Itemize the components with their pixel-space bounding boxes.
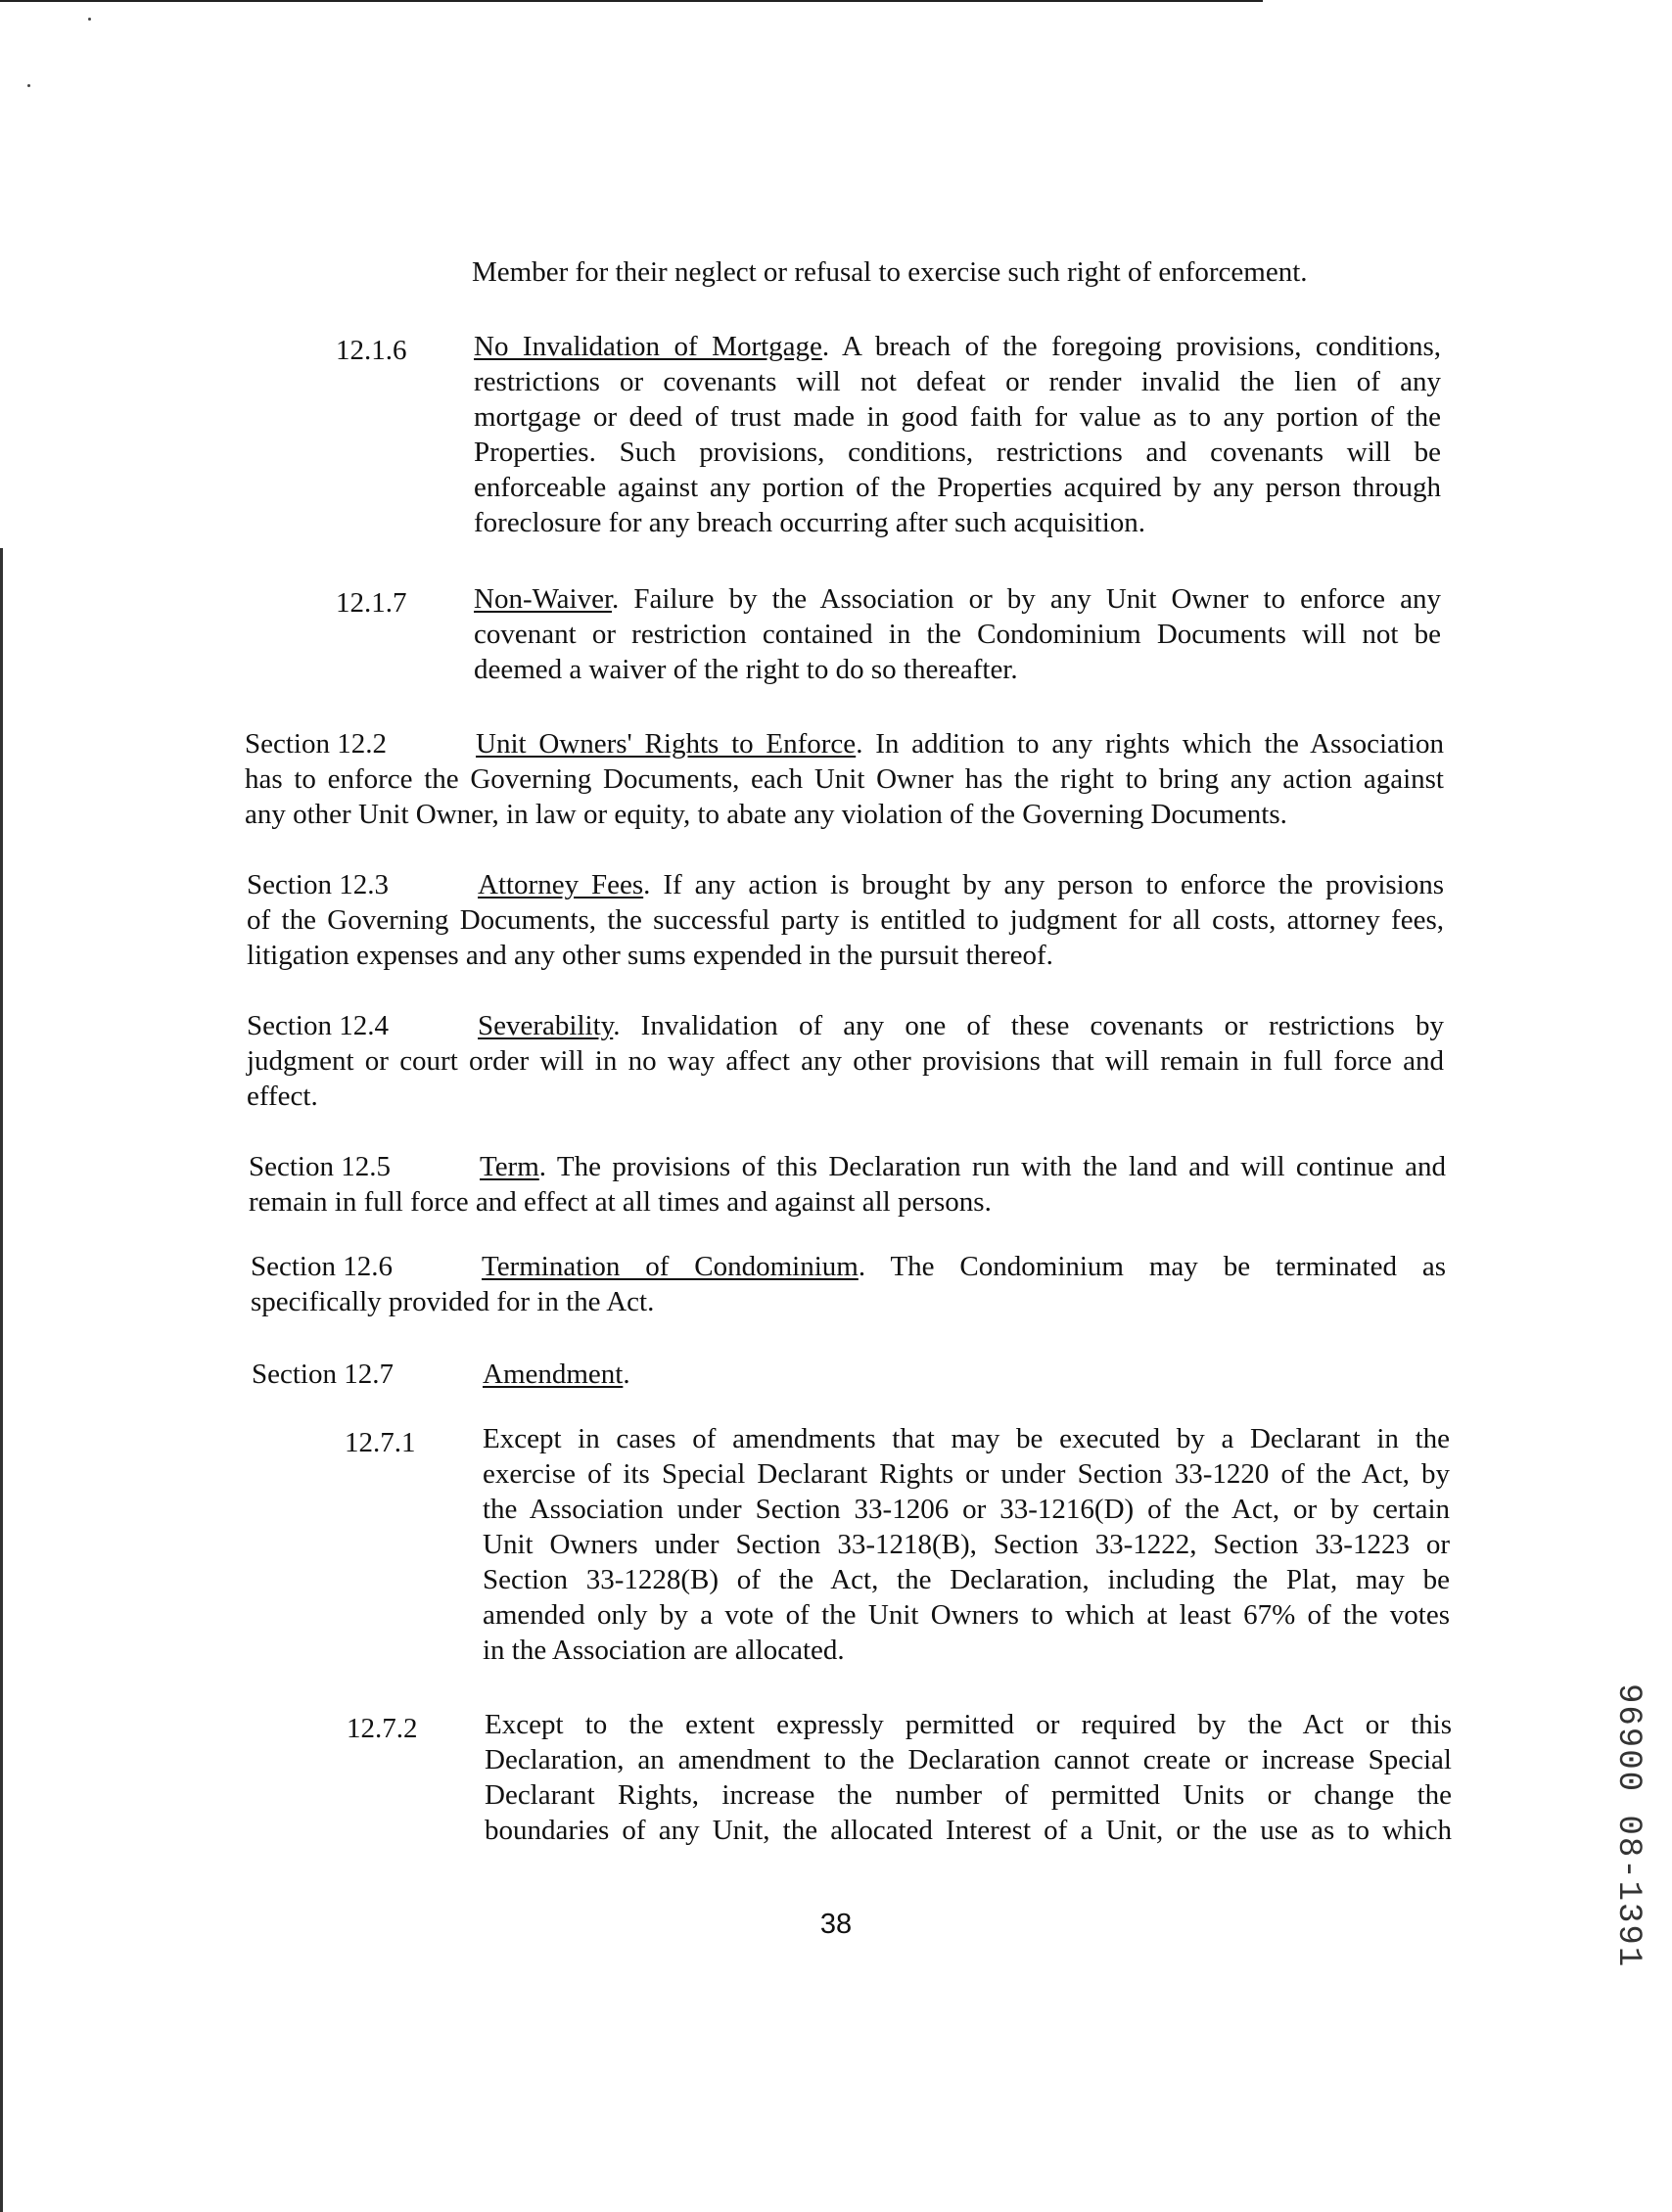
scan-speck <box>88 18 91 21</box>
section-12-3 <box>247 867 1444 973</box>
paragraph-line: of the Governing Documents, the successful party is entitled to judgment for all costs, attorney fees, <box>247 904 1444 936</box>
continuation-paragraph <box>472 254 1412 290</box>
section-heading: Unit Owners' Rights to Enforce <box>476 728 857 760</box>
section-number: Section 12.7 <box>252 1359 394 1390</box>
recording-number-stamp <box>1607 1683 1647 1997</box>
subsection-heading: Non-Waiver <box>474 583 613 615</box>
subsection-number: 12.7.1 <box>345 1427 416 1458</box>
section-12-2 <box>245 726 1444 832</box>
section-heading: Term <box>480 1151 539 1182</box>
paragraph-line: specifically provided for in the Act. <box>251 1286 655 1317</box>
section-number: Section 12.3 <box>247 869 389 900</box>
section-number: Section 12.5 <box>249 1151 391 1182</box>
paragraph-line: amended only by a vote of the Unit Owners to which at least 67% of the votes <box>483 1599 1450 1631</box>
subsection-number: 12.1.7 <box>336 587 407 619</box>
section-heading: Severability <box>478 1010 614 1041</box>
paragraph-line: Section 12.2 Unit Owners' Rights to Enforce. In addition to any rights which the Association <box>245 728 1444 760</box>
paragraph-line: the Association under Section 33-1206 or 33-1216(D) of the Act, or by certain <box>483 1494 1450 1525</box>
paragraph-line: Properties. Such provisions, conditions, restrictions and covenants will be <box>474 437 1441 468</box>
paragraph-line: covenant or restriction contained in the Condominium Documents will not be <box>474 619 1441 650</box>
paragraph-line: Unit Owners under Section 33-1218(B), Section 33-1222, Section 33-1223 or <box>483 1529 1450 1560</box>
paragraph-line: Declaration, an amendment to the Declaration cannot create or increase Special <box>485 1744 1452 1775</box>
subsection-number: 12.1.6 <box>336 335 407 366</box>
paragraph-line: has to enforce the Governing Documents, each Unit Owner has the right to bring any action against <box>245 763 1444 795</box>
paragraph-line: any other Unit Owner, in law or equity, to abate any violation of the Governing Documents. <box>245 799 1287 830</box>
paragraph-line: Section 12.7 Amendment. <box>252 1359 630 1390</box>
subsection-number: 12.7.2 <box>347 1713 418 1744</box>
section-heading: Amendment <box>483 1359 624 1390</box>
paragraph-line: Section 12.5 Term. The provisions of this Declaration run with the land and will continue and <box>249 1151 1446 1182</box>
paragraph-line: restrictions or covenants will not defeat or render invalid the lien of any <box>474 366 1441 397</box>
section-heading: Attorney Fees <box>478 869 644 900</box>
paragraph-line: Section 12.6 Termination of Condominium. The Condominium may be terminated as <box>251 1251 1447 1282</box>
section-12-5 <box>249 1149 1446 1220</box>
page-number: 38 <box>819 1909 853 1940</box>
paragraph-line: Declarant Rights, increase the number of permitted Units or change the <box>485 1779 1452 1811</box>
paragraph-line: litigation expenses and any other sums expended in the pursuit thereof. <box>247 940 1053 971</box>
paragraph-line: foreclosure for any breach occurring after such acquisition. <box>474 507 1146 538</box>
paragraph-line: Non-Waiver. Failure by the Association or by any Unit Owner to enforce any <box>474 583 1441 615</box>
section-12-7 <box>252 1357 1133 1392</box>
paragraph-line: No Invalidation of Mortgage. A breach of the foregoing provisions, conditions, <box>474 331 1441 362</box>
recording-number-text: 96900 08-1391 <box>1609 1683 1647 1969</box>
paragraph-line: judgment or court order will in no way affect any other provisions that will remain in full force and <box>247 1045 1444 1077</box>
paragraph-line: exercise of its Special Declarant Rights or under Section 33-1220 of the Act, by <box>483 1458 1450 1490</box>
section-12-6 <box>251 1249 1446 1319</box>
section-heading: Termination of Condominium <box>482 1251 859 1282</box>
paragraph-line: boundaries of any Unit, the allocated Interest of a Unit, or the use as to which <box>485 1815 1452 1846</box>
scan-left-edge <box>0 548 3 2212</box>
paragraph-line: deemed a waiver of the right to do so thereafter. <box>474 654 1018 685</box>
scan-top-rule <box>0 0 1263 2</box>
subsection-12-7-1 <box>483 1421 1450 1668</box>
section-number: Section 12.6 <box>251 1251 393 1282</box>
paragraph-line: Section 12.4 Severability. Invalidation of any one of these covenants or restrictions by <box>247 1010 1444 1041</box>
subsection-12-1-7 <box>474 581 1441 687</box>
subsection-12-1-6 <box>474 329 1441 540</box>
section-number: Section 12.4 <box>247 1010 389 1041</box>
paragraph-line: enforceable against any portion of the Properties acquired by any person through <box>474 472 1441 503</box>
scan-speck <box>27 84 30 87</box>
paragraph-line: effect. <box>247 1081 318 1112</box>
section-12-4 <box>247 1008 1444 1114</box>
subsection-12-7-2 <box>485 1707 1452 1848</box>
paragraph-line: in the Association are allocated. <box>483 1635 845 1666</box>
paragraph-line: Except to the extent expressly permitted or required by the Act or this <box>485 1709 1452 1740</box>
paragraph-line: Section 12.3 Attorney Fees. If any action is brought by any person to enforce the provisions <box>247 869 1444 900</box>
paragraph-line: remain in full force and effect at all times and against all persons. <box>249 1186 992 1218</box>
paragraph-line: mortgage or deed of trust made in good faith for value as to any portion of the <box>474 401 1441 433</box>
paragraph-line: Except in cases of amendments that may be executed by a Declarant in the <box>483 1423 1450 1454</box>
paragraph-line: Section 33-1228(B) of the Act, the Declaration, including the Plat, may be <box>483 1564 1450 1595</box>
section-number: Section 12.2 <box>245 728 387 760</box>
subsection-heading: No Invalidation of Mortgage <box>474 331 822 362</box>
paragraph-line: Member for their neglect or refusal to exercise such right of enforcement. <box>472 256 1308 288</box>
